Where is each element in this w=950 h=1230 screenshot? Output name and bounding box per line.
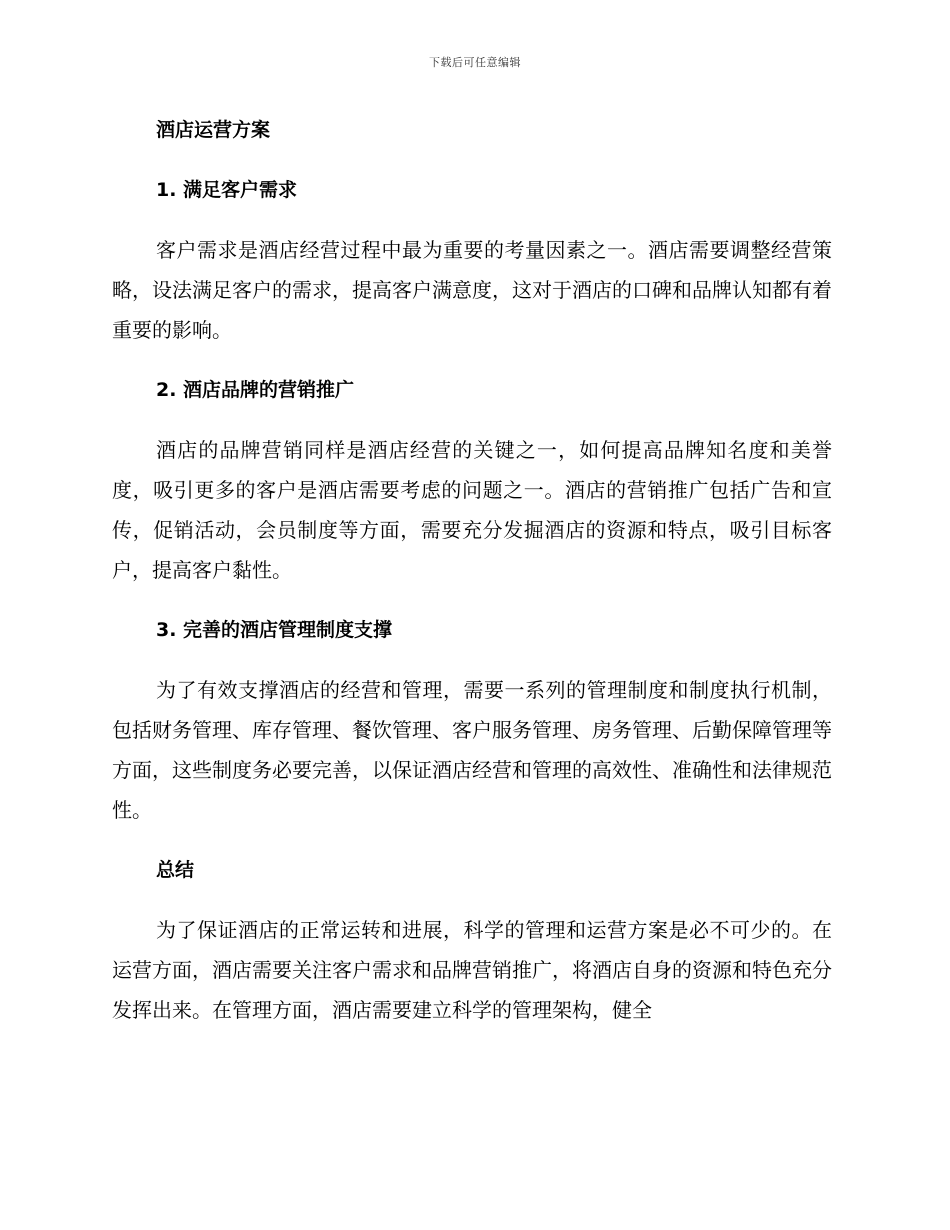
section-paragraph-3: 为了有效支撑酒店的经营和管理，需要一系列的管理制度和制度执行机制，包括财务管理、库存管理、餐饮管理、客户服务管理、房务管理、后勤保障管理等方面，这些制度务必要完善，以保证酒店经营和管理的高效性、准确性和法律规范性。 [112, 678, 832, 822]
section-heading-1: 1. 满足客户需求 [156, 179, 298, 201]
section-heading-3: 3. 完善的酒店管理制度支撑 [156, 619, 393, 641]
section-paragraph-2: 酒店的品牌营销同样是酒店经营的关键之一，如何提高品牌知名度和美誉度，吸引更多的客户是酒店需要考虑的问题之一。酒店的营销推广包括广告和宣传，促销活动，会员制度等方面，需要充分发掘酒店的资源和特点，吸引目标客户，提高客户黏性。 [112, 438, 832, 582]
document-body [112, 110, 832, 1030]
section-paragraph-1: 客户需求是酒店经营过程中最为重要的考量因素之一。酒店需要调整经营策略，设法满足客户的需求，提高客户满意度，这对于酒店的口碑和品牌认知都有着重要的影响。 [112, 238, 832, 342]
summary-paragraph: 为了保证酒店的正常运转和进展，科学的管理和运营方案是必不可少的。在运营方面，酒店需要关注客户需求和品牌营销推广，将酒店自身的资源和特色充分发挥出来。在管理方面，酒店需要建立科学的管理架构，健全 [112, 918, 832, 1022]
document-title: 酒店运营方案 [156, 119, 271, 141]
summary-heading: 总结 [156, 859, 195, 881]
header-note: 下载后可任意编辑 [429, 56, 521, 69]
section-heading-2: 2. 酒店品牌的营销推广 [156, 379, 355, 401]
